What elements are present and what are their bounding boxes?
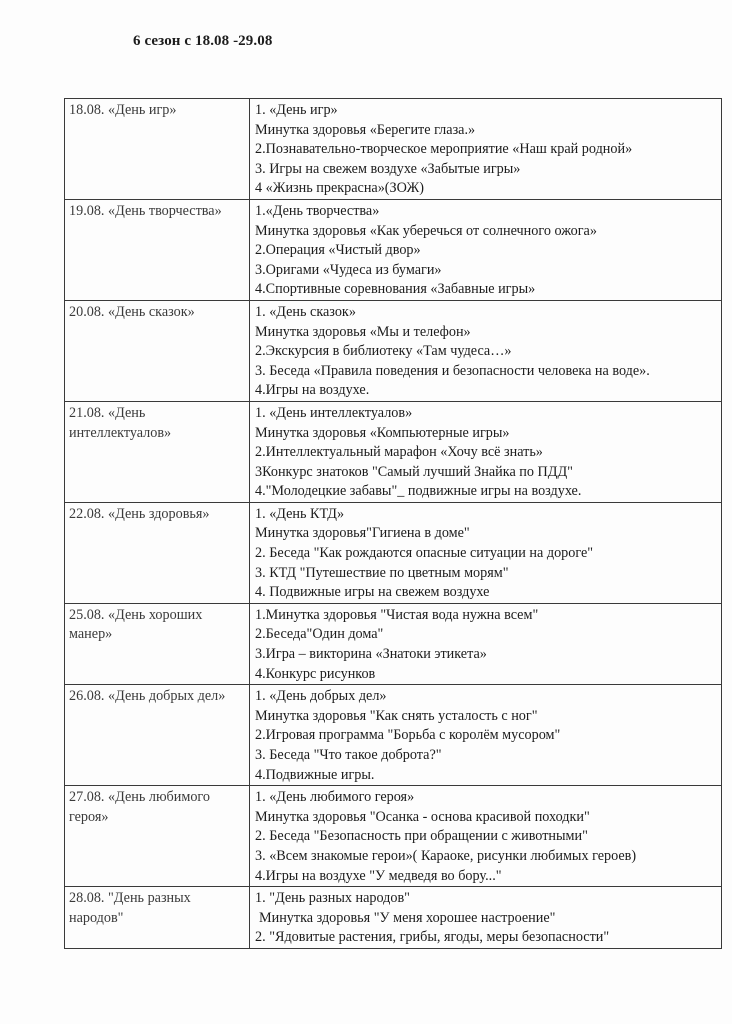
activity-item: 3.Оригами «Чудеса из бумаги» <box>255 261 442 278</box>
activity-item: Минутка здоровья «Берегите глаза.» <box>255 121 476 138</box>
day-label: 28.08. "День разных народов" <box>69 890 191 926</box>
activity-item: 2.Операция «Чистый двор» <box>255 242 421 259</box>
activity-item: 2.Познавательно-творческое мероприятие «Наш край родной» <box>255 141 633 158</box>
activity-item: Минутка здоровья «Мы и телефон» <box>255 323 471 340</box>
activity-item: 3Конкурс знатоков "Самый лучший Знайка по ПДД" <box>255 463 573 480</box>
activity-item: 4.Конкурс рисунков <box>255 665 376 682</box>
table-row <box>65 502 722 603</box>
day-label: 22.08. «День здоровья» <box>69 505 210 522</box>
activity-item: 3. КТД "Путешествие по цветным морям" <box>255 564 509 581</box>
activity-item: 2.Беседа"Один дома" <box>255 626 384 643</box>
activity-item: 4.Игры на воздухе. <box>255 382 370 399</box>
day-label: 21.08. «День интеллектуалов» <box>69 404 172 441</box>
activity-item: 4.Спортивные соревнования «Забавные игры» <box>255 281 536 298</box>
activity-item: 3.Игра – викторина «Знатоки этикета» <box>255 646 487 663</box>
date-cell <box>65 401 250 502</box>
activity-item: 3. Беседа «Правила поведения и безопасности человека на воде». <box>255 362 650 379</box>
day-label: 19.08. «День творчества» <box>69 202 222 219</box>
activity-item: Минутка здоровья "Как снять усталость с ног" <box>255 707 538 724</box>
activity-item: 3. Игры на свежем воздухе «Забытые игры» <box>255 160 521 177</box>
activity-item: Минутка здоровья"Гигиена в доме" <box>255 525 470 542</box>
activities-cell <box>250 887 722 949</box>
activity-item: 4. Подвижные игры на свежем воздухе <box>255 584 490 601</box>
table-row <box>65 887 722 949</box>
activity-item: 1. "День разных народов" <box>255 890 410 907</box>
activity-item: 3. «Всем знакомые герои»( Караоке, рисунки любимых героев) <box>255 847 637 864</box>
activity-item: 4 «Жизнь прекрасна»(ЗОЖ) <box>255 180 424 197</box>
date-cell <box>65 685 250 786</box>
day-label: 26.08. «День добрых дел» <box>69 688 226 705</box>
activity-item: 2. Беседа "Как рождаются опасные ситуации на дороге" <box>255 545 594 562</box>
activity-item: 2.Игровая программа "Борьба с королём мусором" <box>255 727 561 744</box>
table-row <box>65 685 722 786</box>
activity-item: 1. «День сказок» <box>255 303 356 320</box>
day-label: 25.08. «День хороших манер» <box>69 606 203 643</box>
activities-cell <box>250 99 722 200</box>
activity-item: 1.Минутка здоровья "Чистая вода нужна всем" <box>255 606 539 623</box>
activities-cell <box>250 603 722 684</box>
date-cell <box>65 502 250 603</box>
day-label: 27.08. «День любимого героя» <box>69 789 210 825</box>
activity-item: 4.Подвижные игры. <box>255 766 375 783</box>
activities-cell <box>250 786 722 887</box>
date-cell <box>65 300 250 401</box>
activity-item: 2.Экскурсия в библиотеку «Там чудеса…» <box>255 343 512 360</box>
schedule-table <box>64 98 722 949</box>
activity-item: 2. Беседа "Безопасность при обращении с животными" <box>255 828 588 845</box>
table-row <box>65 786 722 887</box>
activity-item: 2.Интеллектуальный марафон «Хочу всё знать» <box>255 444 543 461</box>
activity-item: Минутка здоровья "Осанка - основа красивой походки" <box>255 808 590 825</box>
activity-item: 1. «День любимого героя» <box>255 789 415 806</box>
activity-item: 1. «День игр» <box>255 102 338 118</box>
date-cell <box>65 786 250 887</box>
activities-cell <box>250 685 722 786</box>
table-row <box>65 603 722 684</box>
activity-item: Минутка здоровья «Компьютерные игры» <box>255 424 510 441</box>
date-cell <box>65 603 250 684</box>
date-cell <box>65 199 250 300</box>
activity-item: 3. Беседа "Что такое доброта?" <box>255 747 442 763</box>
table-row <box>65 300 722 401</box>
activity-item: 1.«День творчества» <box>255 202 380 219</box>
activity-item: 1. «День интеллектуалов» <box>255 404 413 421</box>
day-label: 18.08. «День игр» <box>69 102 177 118</box>
activity-item: Минутка здоровья «Как уберечься от солнечного ожога» <box>255 222 597 239</box>
date-cell <box>65 99 250 200</box>
table-row <box>65 401 722 502</box>
table-row <box>65 199 722 300</box>
activities-cell <box>250 199 722 300</box>
page-title: 6 сезон с 18.08 -29.08 <box>133 33 273 49</box>
activity-item: 2. "Ядовитые растения, грибы, ягоды, меры безопасности" <box>255 929 610 946</box>
activities-cell <box>250 502 722 603</box>
activity-item: 4."Молодецкие забавы"_ подвижные игры на воздухе. <box>255 483 582 500</box>
day-label: 20.08. «День сказок» <box>69 303 195 320</box>
activities-cell <box>250 401 722 502</box>
activity-item: 1. «День КТД» <box>255 505 345 522</box>
table-row <box>65 99 722 200</box>
activities-cell <box>250 300 722 401</box>
date-cell <box>65 887 250 949</box>
activity-item: Минутка здоровья "У меня хорошее настроение" <box>259 909 556 926</box>
activity-item: 4.Игры на воздухе "У медведя во бору..." <box>255 867 502 884</box>
activity-item: 1. «День добрых дел» <box>255 688 387 705</box>
